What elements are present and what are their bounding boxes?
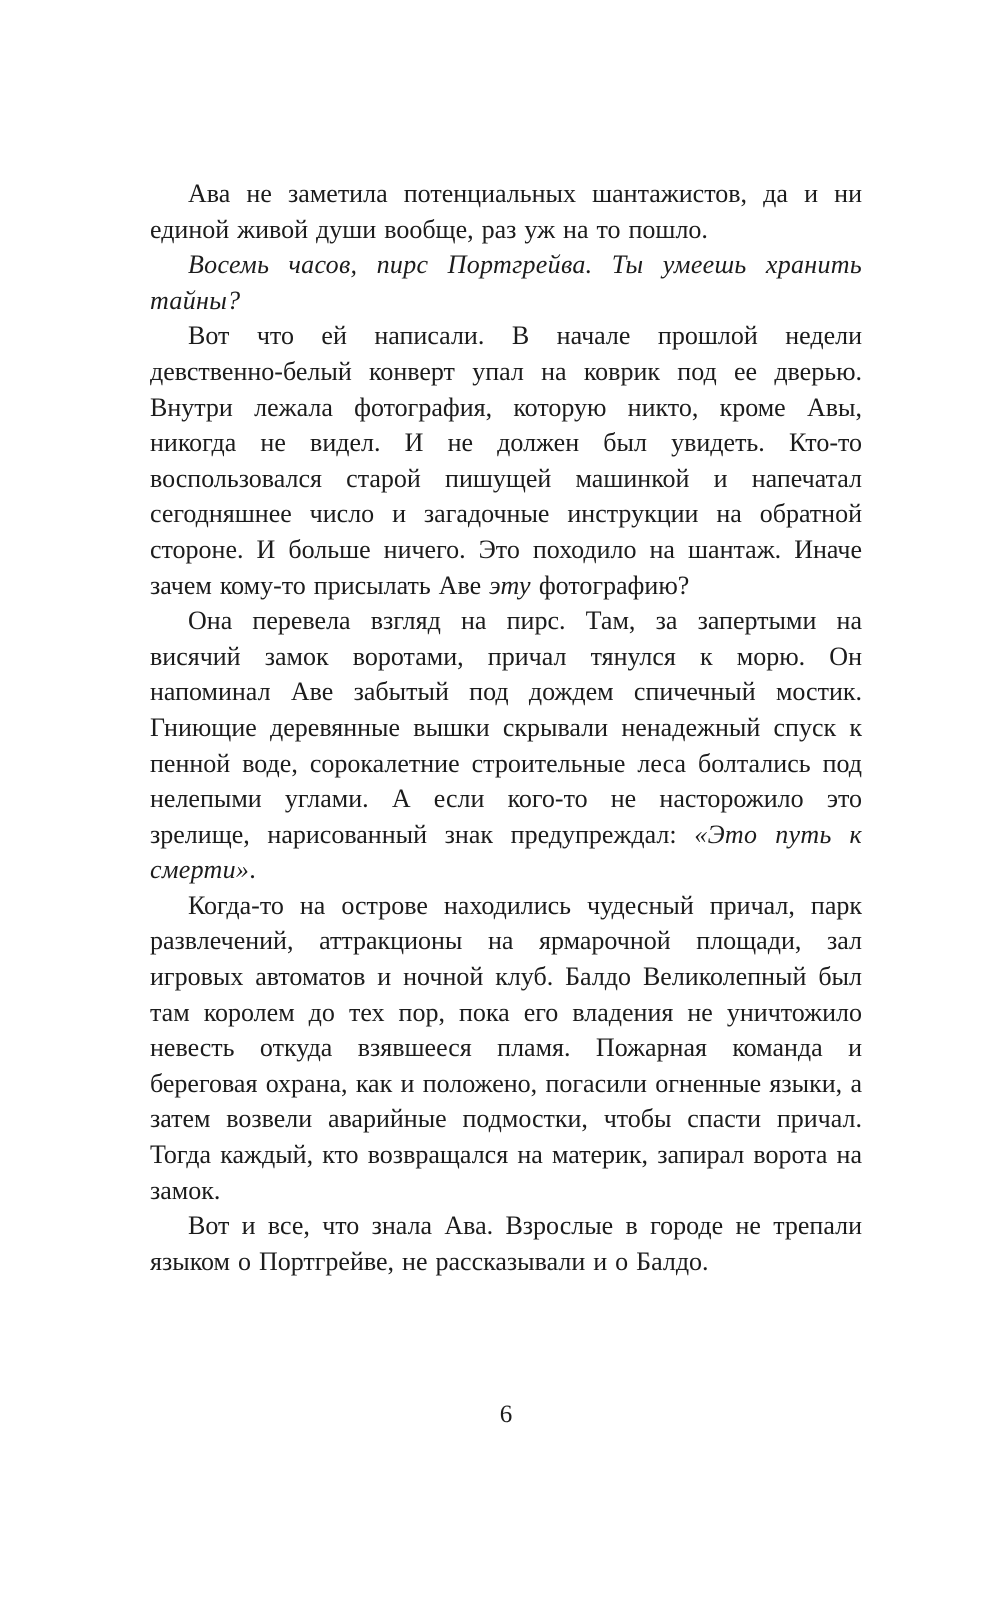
paragraph: [150, 247, 862, 318]
paragraph: [150, 1208, 862, 1279]
paragraph: [150, 603, 862, 888]
paragraph: [150, 176, 862, 247]
text-segment: Вот что ей написали. В начале прошлой недели девственно-белый конверт упал на коврик под ее дверью. Внутри лежала фотография, которую никто, кроме Авы, никогда не видел. И не должен был увидеть. Кто-то воспользовался старой пишущей машинкой и напечатал сегодняшнее число и загадочные инструкции на обратной стороне. И больше ничего. Это походило на шантаж. Иначе зачем кому-то присылать Аве: [150, 321, 862, 600]
text-segment: Когда-то на острове находились чудесный причал, парк развлечений, аттракционы на ярмарочной площади, зал игровых автоматов и ночной клуб. Балдо Великолепный был там королем до тех пор, пока его владения не уничтожило невесть откуда взявшееся пламя. Пожарная команда и береговая охрана, как и положено, погасили огненные языки, а затем возвели аварийные подмостки, чтобы спасти причал. Тогда каждый, кто возвращался на материк, запирал ворота на замок.: [150, 890, 862, 1205]
text-segment: Она перевела взгляд на пирс. Там, за запертыми на висячий замок воротами, причал тянулся к морю. Он напоминал Аве забытый под дождем спичечный мостик. Гниющие деревянные вышки скрывали ненадежный спуск к пенной воде, сорокалетние строительные леса болтались под нелепыми углами. А если кого-то не насторожило это зрелище, нарисованный знак предупреждал:: [150, 606, 862, 849]
text-segment: .: [249, 855, 256, 885]
text-segment: Ава не заметила потенциальных шантажистов, да и ни единой живой души вообще, раз уж на то пошло.: [150, 179, 862, 244]
italic-text-segment: Восемь часов, пирс Портгрейва. Ты умеешь хранить тайны?: [150, 250, 862, 315]
text-segment: Вот и все, что знала Ава. Взрослые в городе не трепали языком о Портгрейве, не рассказывали и о Балдо.: [150, 1211, 862, 1276]
page-number: 6: [499, 1401, 513, 1428]
text-segment: фотографию?: [530, 570, 690, 600]
paragraph: [150, 888, 862, 1208]
text-block: [150, 176, 862, 1279]
paragraph: [150, 318, 862, 603]
italic-text-segment: эту: [489, 570, 531, 600]
italic-text-segment: «Это путь к смерти»: [150, 819, 862, 885]
